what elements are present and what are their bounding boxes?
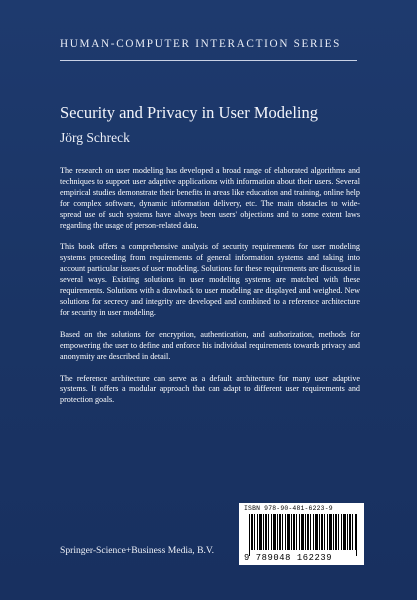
publisher-name: Springer-Science+Business Media, B.V. [60,545,214,556]
description [60,166,360,417]
series-divider [60,60,357,61]
barcode-icon [249,514,357,550]
barcode-guard-right [356,514,357,556]
description-paragraph: The reference architecture can serve as a default architecture for many user adaptive systems. It offers a modular approach that can adapt to different user requirements and protection goals. [60,373,360,405]
description-paragraph: Based on the solutions for encryption, authentication, and authorization, methods for empowering the user to define and enforce his individual requirements towards privacy and anonymity are described in detail. [60,329,360,361]
series-title: HUMAN-COMPUTER INTERACTION SERIES [60,38,342,50]
description-paragraph: This book offers a comprehensive analysis of security requirements for user modeling systems proceeding from requirements of general information systems and taking into account particular issues of user modeling. Solutions for these requirements are discussed in several ways. Existing solutions in user modeling systems are matched with these requirements. Solutions with a drawback to user modeling are displayed and weighed. New solutions for secrecy and integrity are developed and combined to a reference architecture for security in user modeling. [60,242,360,317]
book-title: Security and Privacy in User Modeling [60,103,318,122]
isbn-text: ISBN 978-90-481-6223-9 [244,505,333,512]
barcode-guard-left [249,514,250,556]
author-name: Jörg Schreck [60,130,130,145]
barcode-digits: 9 789048 162239 [244,553,333,563]
description-paragraph: The research on user modeling has developed a broad range of elaborated algorithms and techniques to support user adaptive applications with information about their users. Several empirical studies demonstrate their benefits in areas like education and training, online help for complex software, dynamic information delivery, etc. The main obstacles to wide-spread use of such systems have always been users' objections and to some extent laws regarding the usage of person-related data. [60,166,360,230]
